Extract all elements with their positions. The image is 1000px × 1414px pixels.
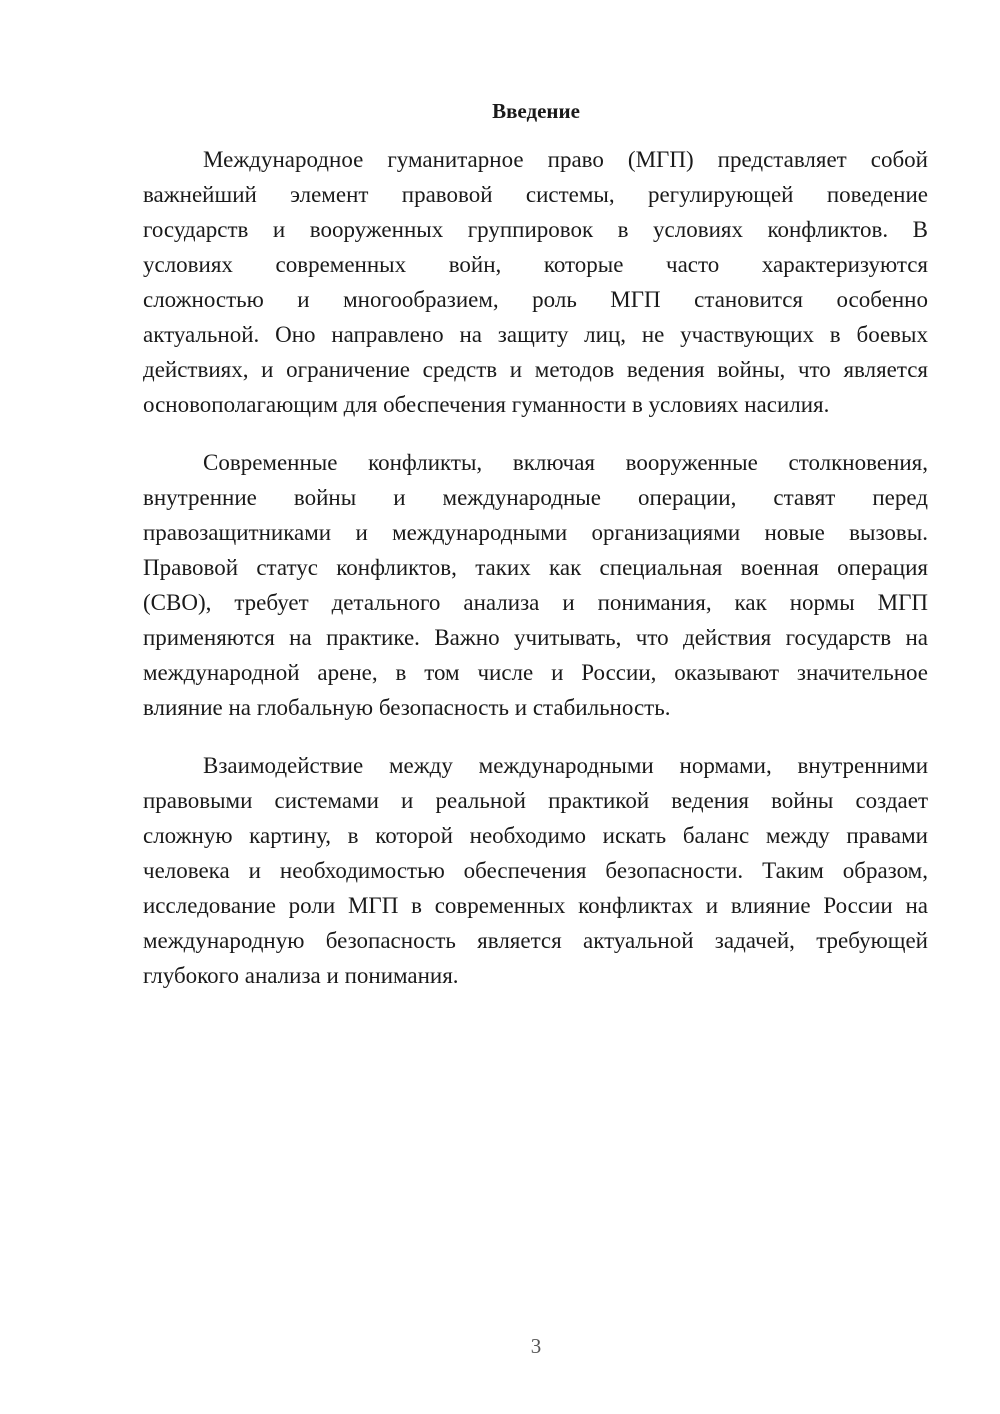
text-line: действиях, и ограничение средств и методов ведения войны, что является [143,357,928,382]
text-line: Международное гуманитарное право (МГП) представляет собой [203,147,928,172]
text-line: исследование роли МГП в современных конфликтах и влияние России на [143,893,928,918]
page-number: 3 [530,1334,542,1358]
section-title: Введение [492,99,580,123]
text-line: (СВО), требует детального анализа и понимания, как нормы МГП [143,590,928,615]
text-line: важнейший элемент правовой системы, регулирующей поведение [143,182,928,207]
text-line: основополагающим для обеспечения гуманности в условиях насилия. [143,392,830,417]
text-line: внутренние войны и международные операции, ставят перед [143,485,928,510]
paragraph-1 [143,142,928,422]
text-line: Взаимодействие между международными нормами, внутренними [203,753,928,778]
text-line: применяются на практике. Важно учитывать, что действия государств на [143,625,928,650]
text-line: международную безопасность является актуальной задачей, требующей [143,928,928,953]
text-line: Современные конфликты, включая вооруженные столкновения, [203,450,928,475]
paragraph-3 [143,748,928,993]
text-line: сложную картину, в которой необходимо искать баланс между правами [143,823,928,848]
text-line: глубокого анализа и понимания. [143,963,459,988]
text-line: влияние на глобальную безопасность и стабильность. [143,695,671,720]
text-line: человека и необходимостью обеспечения безопасности. Таким образом, [143,858,928,883]
text-line: актуальной. Оно направлено на защиту лиц, не участвующих в боевых [143,322,928,347]
text-line: условиях современных войн, которые часто характеризуются [143,252,928,277]
text-line: сложностью и многообразием, роль МГП становится особенно [143,287,928,312]
text-line: правовыми системами и реальной практикой ведения войны создает [143,788,928,813]
paragraph-2 [143,445,928,725]
text-line: правозащитниками и международными организациями новые вызовы. [143,520,928,545]
text-line: государств и вооруженных группировок в условиях конфликтов. В [143,217,928,242]
text-line: международной арене, в том числе и России, оказывают значительное [143,660,928,685]
text-line: Правовой статус конфликтов, таких как специальная военная операция [143,555,928,580]
